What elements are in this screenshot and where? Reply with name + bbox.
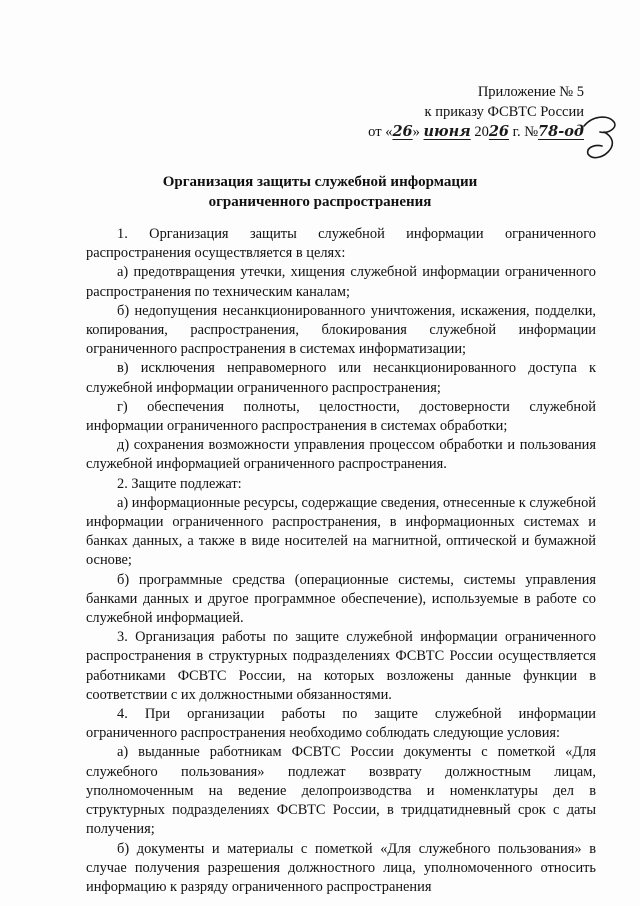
paragraph-2: 2. Защите подлежат: (117, 475, 242, 492)
date-prefix: от « (368, 124, 393, 140)
appendix-number: Приложение № 5 (477, 84, 584, 100)
paragraph-1: 1. Организация защиты служебной информации ограниченного распространения осуществляется в целях: (86, 226, 596, 262)
paragraph-4a: а) выданные работникам ФСВТС России документы с пометкой «Для служебного пользования» подлежат возврату должностным лицам, уполномоченным на ведение делопроизводства и номенклатуры дел в структурных подразделениях ФСВТС России, в тридцатидневный срок с даты получения; (86, 744, 596, 838)
paragraph-4: 4. При организации работы по защите служебной информации ограниченного распространения необходимо соблюдать следующие условия: (86, 706, 596, 742)
appendix-order-ref: к приказу ФСВТС России (424, 104, 584, 120)
paragraph-1b: б) недопущения несанкционированного уничтожения, искажения, подделки, копирования, распространения, блокирования служебной информации ограниченного распространения в системах информатизации; (86, 302, 596, 358)
handwritten-month: июня (423, 123, 471, 140)
paragraph-1c: в) исключения неправомерного или несанкционированного доступа к служебной информации ограниченного распространения; (86, 360, 596, 396)
date-mid: » (412, 124, 424, 140)
date-suffix: г. № (509, 124, 539, 140)
title-line-2: ограниченного распространения (208, 194, 432, 210)
document-title (0, 172, 640, 212)
handwritten-order-number: 78-од (538, 123, 584, 140)
paragraph-2a: а) информационные ресурсы, содержащие сведения, отнесенные к служебной информации ограниченного распространения, в информационных системах и банках данных, а также в виде носителей на магнитной, оптической и бумажной основе; (86, 494, 596, 569)
appendix-date-line (368, 122, 584, 142)
paragraph-1d: г) обеспечения полноты, целостности, достоверности служебной информации ограниченного распространения в системах обработки; (86, 398, 596, 435)
handwritten-year: 26 (488, 123, 510, 140)
paragraph-4b: б) документы и материалы с пометкой «Для служебного пользования» в случае получения разрешения должностного лица, уполномоченного относить информацию к разряду ограниченного распространения (86, 840, 596, 895)
document-body (86, 225, 596, 897)
title-line-1: Организация защиты служебной информации (162, 174, 478, 190)
paragraph-2b: б) программные средства (операционные системы, системы управления банками данных и другое программное обеспечение), используемые в работе со служебной информацией. (86, 571, 596, 627)
handwritten-scribble-mark (578, 112, 622, 166)
date-year-prefix: 20 (470, 124, 489, 140)
paragraph-1a: а) предотвращения утечки, хищения служебной информации ограниченного распространения по техническим каналам; (86, 264, 596, 300)
handwritten-day: 26 (392, 123, 413, 140)
paragraph-3: 3. Организация работы по защите служебной информации ограниченного распространения в структурных подразделениях ФСВТС России осуществляется работниками ФСВТС России, на которых возложены данные функции в соответствии с их должностными обязанностями. (86, 629, 596, 703)
paragraph-1e: д) сохранения возможности управления процессом обработки и пользования служебной информацией ограниченного распространения. (86, 437, 596, 473)
appendix-header (368, 82, 584, 142)
